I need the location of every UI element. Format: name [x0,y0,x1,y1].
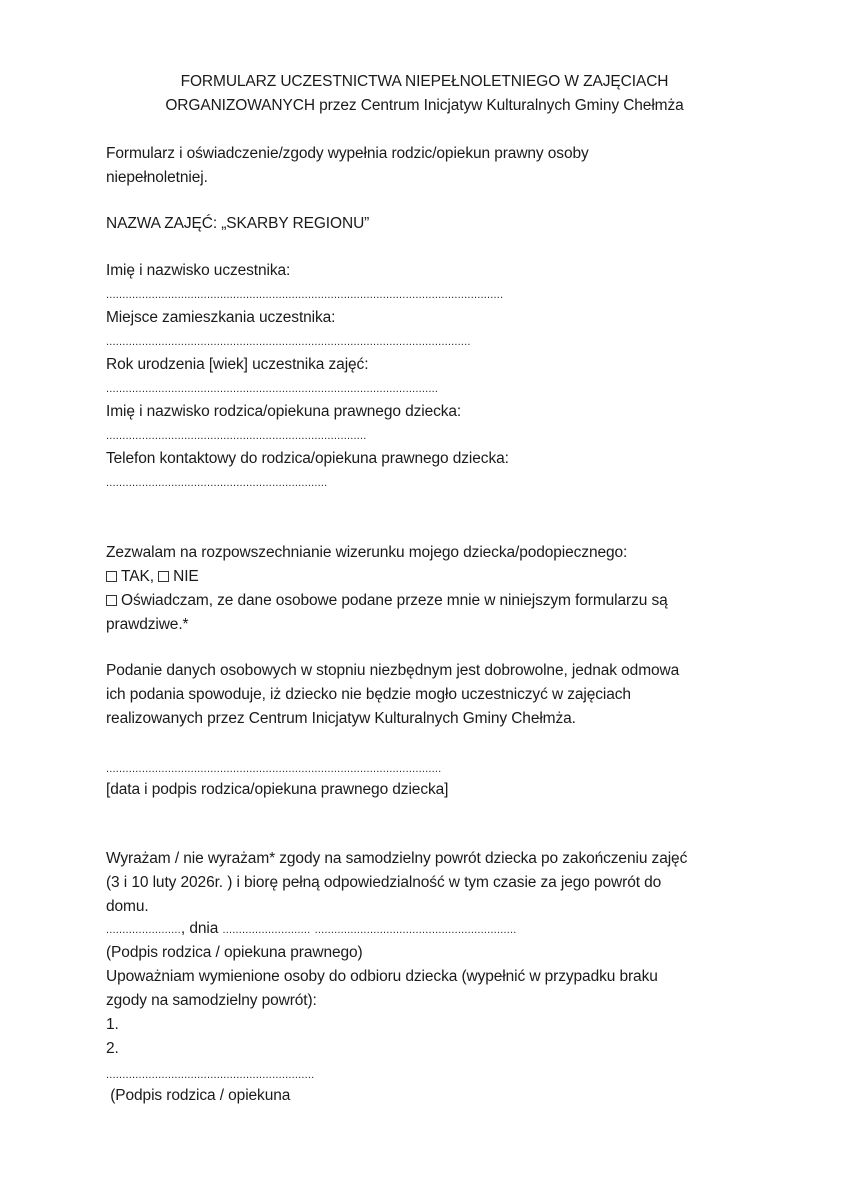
guardian-name-field[interactable]: ................................................................................ [106,430,367,442]
consent-no-checkbox[interactable] [158,571,169,582]
data-notice-line-2: ich podania spowoduje, iż dziecko nie będzie mogło uczestniczyć w zajęciach [106,686,631,703]
pickup-item-1[interactable]: 1. [106,1016,119,1033]
consent-yes-checkbox[interactable] [106,571,117,582]
form-title-line-2: ORGANIZOWANYCH przez Centrum Inicjatyw Kulturalnych Gminy Chełmża [165,97,684,114]
consent-yes-label: TAK, [121,568,154,585]
participant-address-label: Miejsce zamieszkania uczestnika: [106,309,336,326]
signature-1-field[interactable]: ....................................................................................................... [106,763,442,775]
pickup-text-line-1: Upoważniam wymienione osoby do odbioru dziecka (wypełnić w przypadku braku [106,968,658,985]
place-field[interactable]: ....................... [106,924,181,936]
return-consent-sign-row [106,918,516,941]
intro-text-line-1: Formularz i oświadczenie/zgody wypełnia rodzic/opiekun prawny osoby [106,145,589,162]
return-signature-field[interactable]: .............................................................. [314,924,517,936]
participant-name-label: Imię i nazwisko uczestnika: [106,262,291,279]
participant-name-field[interactable]: .......................................................................................................................... [106,289,504,301]
intro-text-line-2: niepełnoletniej. [106,169,208,186]
activity-name: NAZWA ZAJĘĆ: „SKARBY REGIONU” [106,215,370,232]
return-consent-line-3: domu. [106,898,149,915]
signature-1-caption: [data i podpis rodzica/opiekuna prawnego dziecka] [106,781,449,798]
pickup-signature-field[interactable]: ................................................................ [106,1069,315,1081]
declaration-line-2: prawdziwe.* [106,616,189,633]
data-notice-line-3: realizowanych przez Centrum Inicjatyw Kulturalnych Gminy Chełmża. [106,710,576,727]
participant-birthyear-field[interactable]: ...................................................................................................... [106,383,439,395]
pickup-signature-caption: (Podpis rodzica / opiekuna [106,1087,291,1104]
consent-no-label: NIE [173,568,199,585]
date-label: , dnia [180,920,219,937]
pickup-text-line-2: zgody na samodzielny powrót): [106,992,317,1009]
return-consent-line-1: Wyrażam / nie wyrażam* zgody na samodzielny powrót dziecka po zakończeniu zajęć [106,850,688,867]
guardian-phone-field[interactable]: .................................................................... [106,477,328,489]
guardian-phone-label: Telefon kontaktowy do rodzica/opiekuna prawnego dziecka: [106,450,509,467]
declaration-checkbox[interactable] [106,595,117,606]
participant-address-field[interactable]: ................................................................................................................ [106,336,471,348]
declaration-line-1 [106,590,668,612]
declaration-text: Oświadczam, ze dane osobowe podane przeze mnie w niniejszym formularzu są [121,592,668,609]
form-title-line-1: FORMULARZ UCZESTNICTWA NIEPEŁNOLETNIEGO W ZAJĘCIACH [180,73,669,90]
pickup-item-2[interactable]: 2. [106,1040,119,1057]
return-consent-line-2: (3 i 10 luty 2026r. ) i biorę pełną odpowiedzialność w tym czasie za jego powrót do [106,874,662,891]
image-consent-question: Zezwalam na rozpowszechnianie wizerunku mojego dziecka/podopiecznego: [106,544,628,561]
date-field[interactable]: ........................... [222,924,311,936]
data-notice-line-1: Podanie danych osobowych w stopniu niezbędnym jest dobrowolne, jednak odmowa [106,662,680,679]
participant-birthyear-label: Rok urodzenia [wiek] uczestnika zajęć: [106,356,369,373]
guardian-name-label: Imię i nazwisko rodzica/opiekuna prawnego dziecka: [106,403,462,420]
return-signature-caption: (Podpis rodzica / opiekuna prawnego) [106,944,363,961]
image-consent-options [106,566,199,588]
